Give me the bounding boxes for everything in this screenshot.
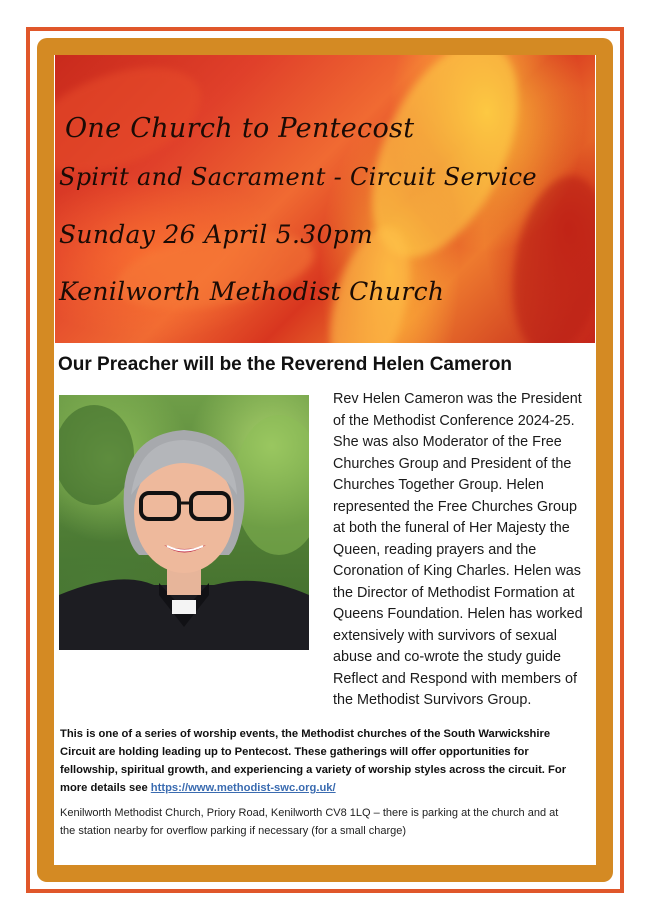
banner-service: Spirit and Sacrament - Circuit Service [59,163,537,191]
bio-line: Queens Foundation. Helen has worked [333,606,583,622]
bio-line: of the Methodist Conference 2024-25. [333,412,575,429]
bio-line: the Methodist Survivors Group. [333,692,532,708]
preacher-headline: Our Preacher will be the Reverend Helen Cameron [58,354,513,375]
bio-line: Queen, reading prayers and the [333,541,537,558]
address-line: Kenilworth Methodist Church, Priory Road, Kenilworth CV8 1LQ – there is parking at the church and at [60,807,559,819]
series-line: This is one of a series of worship events, the Methodist churches of the South Warwickshire [60,728,551,740]
bio-line: the Director of Methodist Formation at [333,584,575,601]
banner-date: Sunday 26 April 5.30pm [59,220,373,249]
banner-venue: Kenilworth Methodist Church [59,277,445,306]
bio-line: She was also Moderator of the Free [333,434,562,450]
series-line-last [60,779,600,797]
portrait-illustration [59,395,309,650]
preacher-bio [333,389,598,712]
bio-line: Coronation of King Charles. Helen was [333,563,581,579]
bio-line: extensively with survivors of sexual [333,627,557,644]
series-info [60,725,600,797]
venue-address [60,804,600,840]
website-link[interactable]: https://www.methodist-swc.org.uk/ [150,782,336,794]
banner-title: One Church to Pentecost [65,113,415,144]
series-line-prefix: more details see [60,782,151,794]
bio-line: Rev Helen Cameron was the President [333,391,582,407]
bio-line: Reflect and Respond with members of [333,670,577,687]
bio-line: at both the funeral of Her Majesty the [333,520,570,536]
series-line: fellowship, spiritual growth, and experiencing a variety of worship styles across the circuit. For [60,764,567,776]
banner [55,55,595,343]
series-line: Circuit are holding leading up to Pentecost. These gatherings will offer opportunities for [60,746,529,758]
bio-line: represented the Free Churches Group [333,498,577,515]
bio-line: abuse and co-wrote the study guide [333,649,562,665]
preacher-photo [59,395,309,650]
address-line: the station nearby for overflow parking if necessary (for a small charge) [60,825,407,837]
banner-streak [500,169,595,343]
bio-line: Churches Together Group. Helen [333,477,544,493]
bio-line: Churches Group and President of the [333,455,572,472]
